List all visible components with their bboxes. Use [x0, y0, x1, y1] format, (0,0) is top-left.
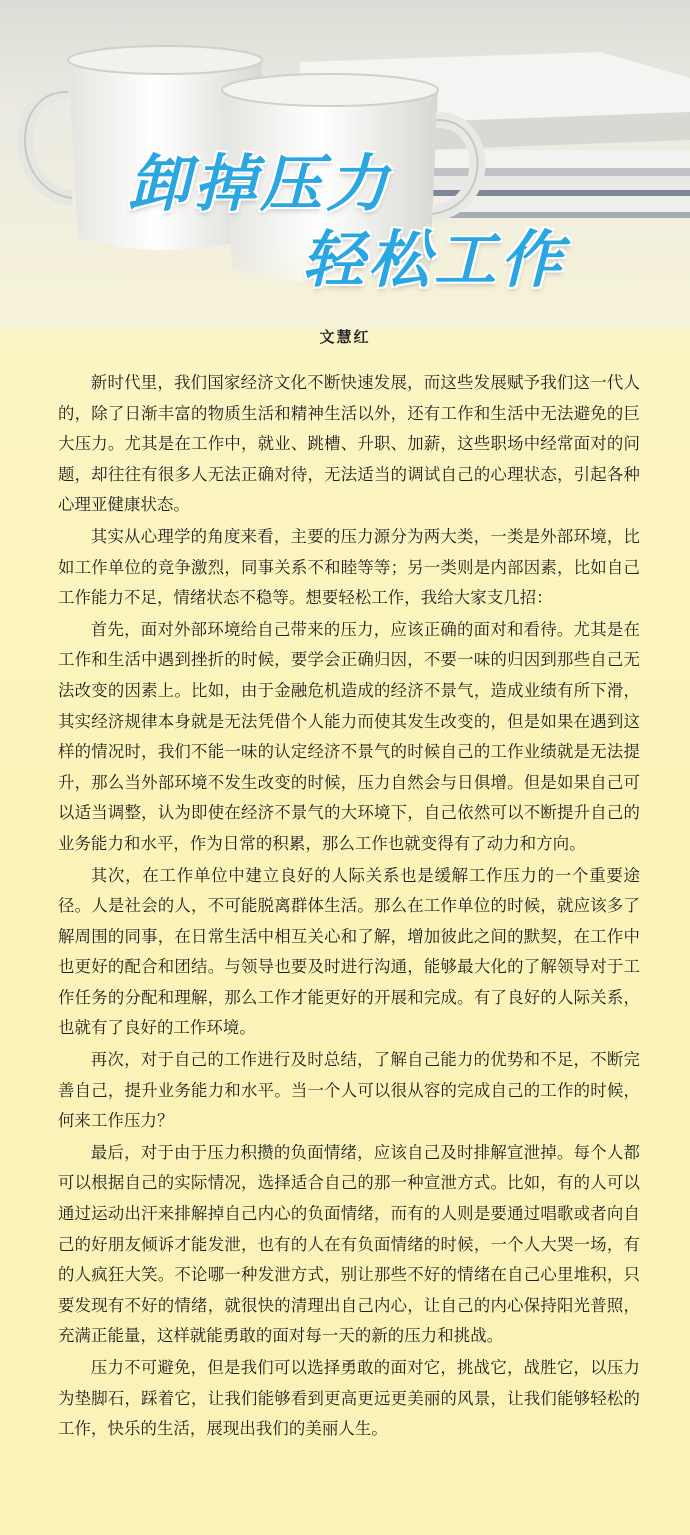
paragraph-1: 新时代里，我们国家经济文化不断快速发展，而这些发展赋予我们这一代人的，除了日渐丰富的物质生活和精神生活以外，还有工作和生活中无法避免的巨大压力。尤其是在工作中，就业、跳槽、升职、加薪，这些职场中经常面对的问题，却往往有很多人无法正确对待，无法适当的调试自己的心理状态，引起各种心理亚健康状态。 — [58, 373, 640, 515]
paragraph-2: 其实从心理学的角度来看，主要的压力源分为两大类，一类是外部环境，比如工作单位的竞争激烈，同事关系不和睦等等；另一类则是内部因素，比如自己工作能力不足，情绪状态不稳等。想要轻松工作，我给大家支几招： — [58, 526, 640, 608]
header-banner — [0, 0, 690, 330]
title-line-1: 卸掉压力 — [128, 147, 393, 220]
paragraph-4: 其次，在工作单位中建立良好的人际关系也是缓解工作压力的一个重要途径。人是社会的人，不可能脱离群体生活。那么在工作单位的时候，就应该多了解周围的同事，在日常生活中相互关心和了解，增加彼此之间的默契，在工作中也更好的配合和团结。与领导也要及时进行沟通，能够最大化的了解领导对于工作任务的分配和理解，那么工作才能更好的开展和完成。有了良好的人际关系，也就有了良好的工作环境。 — [58, 865, 640, 1038]
author-name: 文慧红 — [319, 328, 371, 346]
title-line-2: 轻松工作 — [302, 223, 567, 296]
paragraph-7: 压力不可避免，但是我们可以选择勇敢的面对它，挑战它，战胜它，以压力为垫脚石，踩着它，让我们能够看到更高更远更美丽的风景，让我们能够轻松的工作，快乐的生活，展现出我们的美丽人生。 — [58, 1358, 640, 1439]
paragraph-5: 再次，对于自己的工作进行及时总结，了解自己能力的优势和不足，不断完善自己，提升业务能力和水平。当一个人可以很从容的完成自己的工作的时候，何来工作压力？ — [58, 1050, 640, 1131]
article-body — [58, 368, 640, 1446]
paragraph-6: 最后，对于由于压力积攒的负面情绪，应该自己及时排解宣泄掉。每个人都可以根据自己的实际情况，选择适合自己的那一种宣泄方式。比如，有的人可以通过运动出汗来排解掉自己内心的负面情绪，而有的人则是要通过唱歌或者向自己的好朋友倾诉才能发泄，也有的人在有负面情绪的时候，一个人大哭一场，有的人疯狂大笑。不论哪一种发泄方式，别让那些不好的情绪在自己心里堆积，只要发现有不好的情绪，就很快的清理出自己内心，让自己的内心保持阳光普照，充满正能量，这样就能勇敢的面对每一天的新的压力和挑战。 — [58, 1142, 640, 1346]
paragraph-3: 首先，面对外部环境给自己带来的压力，应该正确的面对和看待。尤其是在工作和生活中遇到挫折的时候，要学会正确归因，不要一味的归因到那些自己无法改变的因素上。比如，由于金融危机造成的经济不景气，造成业绩有所下滑，其实经济规律本身就是无法凭借个人能力而使其发生改变的，但是如果在遇到这样的情况时，我们不能一味的认定经济不景气的时候自己的工作业绩就是无法提升，那么当外部环境不发生改变的时候，压力自然会与日俱增。但是如果自己可以适当调整，认为即使在经济不景气的大环境下，自己依然可以不断提升自己的业务能力和水平，作为日常的积累，那么工作也就变得有了动力和方向。 — [58, 619, 640, 853]
